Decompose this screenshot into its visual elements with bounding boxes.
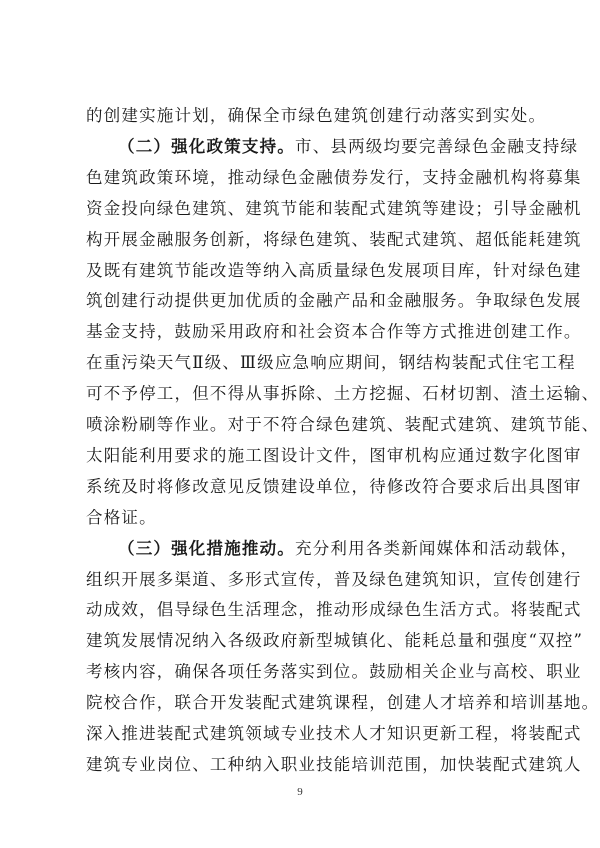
line-text: 系统及时将修改意见反馈建设单位，待修改符合要求后出具图审 [86, 476, 582, 496]
paragraph-line [86, 693, 600, 713]
line-text: 院校合作，联合开发装配式建筑课程，创建人才培养和培训基地。 [86, 693, 600, 713]
paragraph-line [86, 384, 600, 404]
line-text: 可不予停工，但不得从事拆除、土方挖掘、石材切割、渣土运输、 [86, 384, 600, 404]
line-text: 喷涂粉刷等作业。对于不符合绿色建筑、装配式建筑、建筑节能、 [86, 415, 600, 434]
line-text: 合格证。 [86, 507, 157, 527]
paragraph-line [86, 445, 582, 466]
paragraph-line [118, 136, 579, 157]
paragraph-line [86, 229, 582, 250]
line-text: 组织开展多渠道、多形式宣传，普及绿色建筑知识，宣传创建行 [86, 569, 582, 589]
line-text: 充分利用各类新闻媒体和活动载体， [295, 538, 579, 558]
paragraph-line [86, 754, 582, 775]
paragraph-line [86, 198, 582, 219]
line-text: 资金投向绿色建筑、建筑节能和装配式建筑等建设；引导金融机 [86, 198, 582, 218]
paragraph-line [86, 291, 582, 311]
paragraph-line [86, 508, 516, 528]
paragraph-line [86, 662, 582, 682]
paragraph-line [86, 167, 582, 188]
line-text: 深入推进装配式建筑领域专业技术人才知识更新工程，将装配式 [86, 724, 582, 743]
section-heading: （二）强化政策支持。 [118, 136, 295, 156]
paragraph-line [86, 476, 582, 497]
paragraph-line [86, 322, 582, 342]
paragraph-line [86, 415, 600, 435]
line-text: 建筑发展情况纳入各级政府新型城镇化、能耗总量和强度“双控” [86, 631, 584, 651]
paragraph-line [86, 600, 582, 620]
paragraph-line [86, 569, 582, 590]
paragraph-line [86, 724, 582, 744]
line-text: 在重污染天气Ⅱ级、Ⅲ级应急响应期间，钢结构装配式住宅工程 [86, 353, 576, 373]
section-heading: （三）强化措施推动。 [118, 538, 295, 558]
paragraph-line [86, 260, 582, 281]
page-number: 9 [297, 786, 303, 798]
line-text: 构开展金融服务创新，将绿色建筑、装配式建筑、超低能耗建筑 [86, 229, 582, 249]
line-text: 太阳能利用要求的施工图设计文件，图审机构应通过数字化图审 [86, 445, 582, 465]
line-text: 建筑专业岗位、工种纳入职业技能培训范围，加快装配式建筑人 [86, 754, 582, 774]
line-text: 市、县两级均要完善绿色金融支持绿 [295, 136, 579, 156]
paragraph-line [86, 631, 584, 651]
line-text: 的创建实施计划，确保全市绿色建筑创建行动落实到实处。 [86, 106, 547, 125]
line-text: 考核内容，确保各项任务落实到位。鼓励相关企业与高校、职业 [86, 662, 582, 682]
line-text: 动成效，倡导绿色生活理念，推动形成绿色生活方式。将装配式 [86, 600, 582, 620]
paragraph-line [86, 353, 576, 373]
paragraph-line [86, 106, 547, 126]
paragraph-line [118, 538, 579, 559]
line-text: 筑创建行动提供更加优质的金融产品和金融服务。争取绿色发展 [86, 291, 582, 311]
line-text: 基金支持，鼓励采用政府和社会资本合作等方式推进创建工作。 [86, 322, 582, 342]
line-text: 及既有建筑节能改造等纳入高质量绿色发展项目库，针对绿色建 [86, 260, 582, 280]
line-text: 色建筑政策环境，推动绿色金融债券发行，支持金融机构将募集 [86, 167, 582, 187]
